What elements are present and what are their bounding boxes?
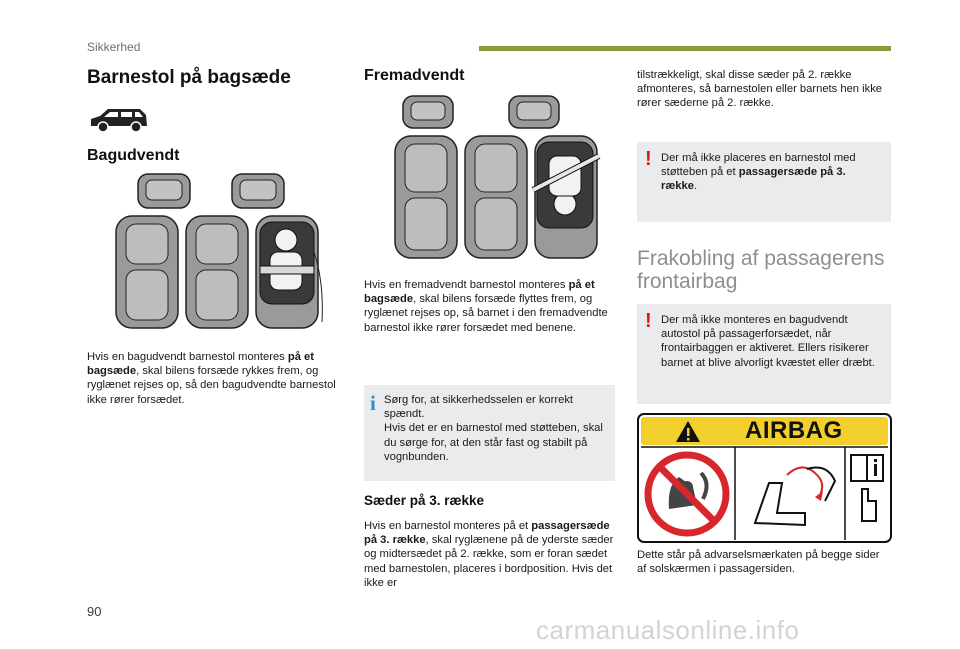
warning-note-box-2 [637,304,891,404]
page-number: 90 [87,604,102,619]
third-row-text: Hvis en barnestol monteres på et passagersæde på 3. række, skal ryglænene på de yderste sæder og midtersædet på 2. række, som er foran sædet med barnestolen, placeres i bordposition. Hvis det ikke er [364,520,614,589]
warning-note-box-1 [637,142,891,222]
info-note-box [364,385,615,481]
warning-note-text-1: Der må ikke placeres en barnestol med støtteben på et passagersæde på 3. række. [661,152,856,193]
third-row-text-continued: tilstrækkeligt, skal disse sæder på 2. række afmonteres, så barnestolen eller barnets hen ikke rører sæderne på 2. række. [637,69,883,110]
airbag-label-caption: Dette står på advarselsmærkaten på begge sider af solskærmen i passagersiden. [637,549,880,576]
warning-note-text-2: Der må ikke monteres en bagudvendt autostol på passagerforsædet, når frontairbaggen er aktiveret. Ellers risikerer barnet at blive alvorligt kvæstet eller dræbt. [661,314,875,369]
forward-facing-text: Hvis en fremadvendt barnestol monteres på et bagsæde, skal bilens forsæde flyttes frem, og ryglænet rejses op, så barnet i den fremadvendte barnestol ikke rører forsædet med benene. [364,279,608,334]
info-note-text: Sørg for, at sikkerhedsselen er korrekt spændt. Hvis det er en barnestol med støtteben, skal du sørge for, at den står fast og stabilt på vognbunden. [384,394,603,463]
info-icon: i [370,391,376,415]
airbag-warning-label [637,413,892,543]
subtitle-rear-facing: Bagudvendt [87,147,180,164]
warning-icon: ! [645,310,652,332]
subtitle-third-row: Sæder på 3. række [364,493,485,508]
forward-facing-seats-illustration [393,94,609,262]
watermark: carmanualsonline.info [536,615,800,645]
page-title: Barnestol på bagsæde [87,67,291,88]
rear-facing-text: Hvis en bagudvendt barnestol monteres på et bagsæde, skal bilens forsæde rykkes frem, og ryglænet rejses op, så den bagudvendte barnestol ikke rører forsædet. [87,351,336,406]
section-label: Sikkerhed [87,40,141,54]
airbag-label-text: AIRBAG [745,417,843,444]
section-header-bar [479,46,891,51]
car-side-icon [88,105,150,135]
airbag-section-title: Frakobling af passagerens frontairbag [637,247,885,293]
warning-icon: ! [645,148,652,170]
subtitle-forward-facing: Fremadvendt [364,67,465,84]
rear-facing-seats-illustration [110,172,334,332]
